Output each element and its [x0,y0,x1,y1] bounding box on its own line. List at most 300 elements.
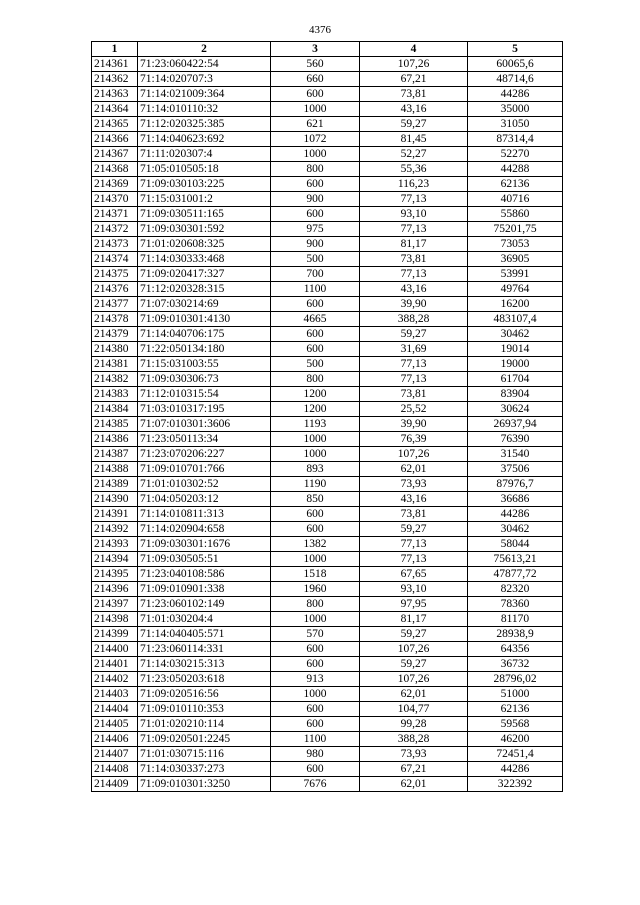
table-cell-col-5: 58044 [468,537,563,552]
table-row [92,777,563,792]
table-cell-col-3: 1000 [271,612,360,627]
table-cell-col-2: 71:14:030337:273 [138,762,271,777]
table-cell-col-5: 87314,4 [468,132,563,147]
table-body [92,57,563,792]
table-row [92,327,563,342]
table-cell-col-2: 71:14:010110:32 [138,102,271,117]
table-cell-col-4: 93,10 [360,582,468,597]
table-cell-col-5: 30462 [468,327,563,342]
table-cell-col-5: 30624 [468,402,563,417]
table-cell-col-3: 850 [271,492,360,507]
table-cell-col-2: 71:07:030214:69 [138,297,271,312]
table-cell-col-1: 214400 [92,642,138,657]
table-row [92,222,563,237]
table-cell-col-2: 71:09:010110:353 [138,702,271,717]
table-cell-col-4: 59,27 [360,117,468,132]
table-cell-col-5: 73053 [468,237,563,252]
table-cell-col-1: 214375 [92,267,138,282]
table-cell-col-3: 1000 [271,147,360,162]
column-header-3: 3 [271,42,360,57]
column-header-4: 4 [360,42,468,57]
table-cell-col-5: 64356 [468,642,563,657]
table-cell-col-2: 71:15:031003:55 [138,357,271,372]
table-cell-col-3: 980 [271,747,360,762]
table-cell-col-5: 76390 [468,432,563,447]
table-cell-col-1: 214391 [92,507,138,522]
table-cell-col-4: 77,13 [360,267,468,282]
table-cell-col-3: 621 [271,117,360,132]
table-cell-col-3: 1200 [271,387,360,402]
table-cell-col-2: 71:07:010301:3606 [138,417,271,432]
table-cell-col-5: 61704 [468,372,563,387]
table-cell-col-1: 214404 [92,702,138,717]
table-cell-col-4: 116,23 [360,177,468,192]
table-cell-col-2: 71:14:010811:313 [138,507,271,522]
table-cell-col-4: 77,13 [360,537,468,552]
table-cell-col-3: 800 [271,372,360,387]
table-cell-col-5: 19000 [468,357,563,372]
table-cell-col-4: 93,10 [360,207,468,222]
table-cell-col-1: 214390 [92,492,138,507]
table-cell-col-1: 214365 [92,117,138,132]
table-cell-col-5: 36732 [468,657,563,672]
table-cell-col-1: 214406 [92,732,138,747]
table-cell-col-2: 71:09:030511:165 [138,207,271,222]
table-cell-col-2: 71:09:030301:592 [138,222,271,237]
table-cell-col-1: 214364 [92,102,138,117]
table-cell-col-2: 71:05:010505:18 [138,162,271,177]
table-row [92,762,563,777]
table-cell-col-2: 71:09:020501:2245 [138,732,271,747]
table-row [92,147,563,162]
table-cell-col-5: 483107,4 [468,312,563,327]
table-cell-col-1: 214393 [92,537,138,552]
table-cell-col-4: 81,17 [360,237,468,252]
table-cell-col-1: 214376 [92,282,138,297]
table-cell-col-4: 76,39 [360,432,468,447]
table-cell-col-3: 1000 [271,447,360,462]
table-cell-col-4: 59,27 [360,657,468,672]
table-cell-col-1: 214363 [92,87,138,102]
table-cell-col-5: 44286 [468,87,563,102]
table-cell-col-4: 388,28 [360,312,468,327]
table-cell-col-3: 975 [271,222,360,237]
table-cell-col-1: 214394 [92,552,138,567]
table-row [92,252,563,267]
table-cell-col-2: 71:09:030505:51 [138,552,271,567]
table-cell-col-2: 71:09:030103:225 [138,177,271,192]
table-cell-col-5: 78360 [468,597,563,612]
table-cell-col-4: 77,13 [360,372,468,387]
table-cell-col-1: 214361 [92,57,138,72]
table-cell-col-1: 214362 [92,72,138,87]
table-cell-col-5: 26937,94 [468,417,563,432]
table-cell-col-5: 49764 [468,282,563,297]
table-cell-col-4: 59,27 [360,627,468,642]
table-cell-col-4: 62,01 [360,462,468,477]
table-cell-col-4: 97,95 [360,597,468,612]
table-row [92,342,563,357]
table-cell-col-4: 73,93 [360,747,468,762]
table-cell-col-2: 71:09:010301:4130 [138,312,271,327]
table-cell-col-2: 71:09:020516:56 [138,687,271,702]
table-cell-col-3: 1000 [271,432,360,447]
table-cell-col-5: 87976,7 [468,477,563,492]
table-cell-col-3: 600 [271,87,360,102]
table-cell-col-4: 77,13 [360,357,468,372]
table-cell-col-2: 71:12:020328:315 [138,282,271,297]
page-number: 4376 [309,24,331,36]
table-cell-col-5: 62136 [468,702,563,717]
table-cell-col-5: 19014 [468,342,563,357]
table-cell-col-1: 214401 [92,657,138,672]
table-cell-col-1: 214369 [92,177,138,192]
table-cell-col-3: 800 [271,162,360,177]
table-cell-col-2: 71:09:020417:327 [138,267,271,282]
table-row [92,462,563,477]
table-cell-col-5: 30462 [468,522,563,537]
table-cell-col-5: 62136 [468,177,563,192]
table-row [92,432,563,447]
table-row [92,537,563,552]
table-cell-col-4: 73,93 [360,477,468,492]
table-cell-col-1: 214372 [92,222,138,237]
table-cell-col-2: 71:12:020325:385 [138,117,271,132]
table-cell-col-1: 214388 [92,462,138,477]
table-cell-col-3: 700 [271,267,360,282]
table-cell-col-4: 73,81 [360,252,468,267]
table-cell-col-4: 107,26 [360,447,468,462]
table-cell-col-5: 28796,02 [468,672,563,687]
table-cell-col-3: 1000 [271,102,360,117]
table-row [92,162,563,177]
table-cell-col-3: 500 [271,252,360,267]
table-cell-col-2: 71:09:030306:73 [138,372,271,387]
table-cell-col-5: 322392 [468,777,563,792]
table-cell-col-2: 71:23:050203:618 [138,672,271,687]
table-cell-col-4: 107,26 [360,57,468,72]
table-cell-col-3: 600 [271,522,360,537]
table-cell-col-4: 52,27 [360,147,468,162]
table-row [92,207,563,222]
table-cell-col-3: 1100 [271,732,360,747]
table-cell-col-2: 71:23:070206:227 [138,447,271,462]
table-cell-col-2: 71:22:050134:180 [138,342,271,357]
table-cell-col-4: 55,36 [360,162,468,177]
table-cell-col-3: 500 [271,357,360,372]
table-row [92,447,563,462]
table-cell-col-3: 1072 [271,132,360,147]
table-cell-col-3: 600 [271,762,360,777]
table-row [92,117,563,132]
column-header-1: 1 [92,42,138,57]
table-cell-col-4: 43,16 [360,102,468,117]
table-cell-col-1: 214408 [92,762,138,777]
table-cell-col-4: 59,27 [360,522,468,537]
table-cell-col-5: 53991 [468,267,563,282]
table-cell-col-4: 107,26 [360,642,468,657]
table-cell-col-1: 214366 [92,132,138,147]
table-cell-col-4: 77,13 [360,552,468,567]
table-cell-col-4: 73,81 [360,387,468,402]
table-cell-col-5: 44286 [468,762,563,777]
table-cell-col-1: 214370 [92,192,138,207]
table-cell-col-5: 82320 [468,582,563,597]
table-cell-col-2: 71:09:010701:766 [138,462,271,477]
table-cell-col-3: 1960 [271,582,360,597]
table-cell-col-3: 660 [271,72,360,87]
table-cell-col-2: 71:14:020904:658 [138,522,271,537]
table-row [92,237,563,252]
table-header [92,42,563,57]
table-row [92,657,563,672]
table-cell-col-1: 214399 [92,627,138,642]
table-row [92,357,563,372]
table-cell-col-2: 71:11:020307:4 [138,147,271,162]
table-cell-col-5: 37506 [468,462,563,477]
table-cell-col-4: 39,90 [360,417,468,432]
table-row [92,267,563,282]
table-cell-col-5: 35000 [468,102,563,117]
table-cell-col-2: 71:14:040405:571 [138,627,271,642]
table-row [92,567,563,582]
table-cell-col-3: 1193 [271,417,360,432]
table-row [92,87,563,102]
table-cell-col-5: 28938,9 [468,627,563,642]
table-cell-col-5: 75201,75 [468,222,563,237]
table-cell-col-1: 214387 [92,447,138,462]
table-cell-col-5: 59568 [468,717,563,732]
table-cell-col-2: 71:01:030204:4 [138,612,271,627]
table-cell-col-4: 67,21 [360,762,468,777]
table-cell-col-4: 59,27 [360,327,468,342]
table-cell-col-5: 55860 [468,207,563,222]
table-cell-col-5: 40716 [468,192,563,207]
table-cell-col-1: 214409 [92,777,138,792]
table-cell-col-4: 73,81 [360,87,468,102]
table-cell-col-3: 893 [271,462,360,477]
table-cell-col-3: 600 [271,177,360,192]
table-row [92,672,563,687]
table-cell-col-1: 214405 [92,717,138,732]
table-cell-col-3: 560 [271,57,360,72]
table-cell-col-4: 107,26 [360,672,468,687]
table-row [92,642,563,657]
table-cell-col-5: 72451,4 [468,747,563,762]
table-cell-col-2: 71:23:060114:331 [138,642,271,657]
table-cell-col-2: 71:04:050203:12 [138,492,271,507]
table-cell-col-3: 1190 [271,477,360,492]
table-cell-col-2: 71:23:050113:34 [138,432,271,447]
table-cell-col-3: 600 [271,327,360,342]
table-cell-col-4: 67,21 [360,72,468,87]
table-cell-col-3: 1200 [271,402,360,417]
table-cell-col-2: 71:14:030215:313 [138,657,271,672]
table-cell-col-1: 214407 [92,747,138,762]
table-cell-col-2: 71:09:030301:1676 [138,537,271,552]
column-header-2: 2 [138,42,271,57]
table-row [92,522,563,537]
table-cell-col-1: 214385 [92,417,138,432]
table-cell-col-1: 214379 [92,327,138,342]
table-cell-col-5: 48714,6 [468,72,563,87]
table-cell-col-3: 900 [271,237,360,252]
table-cell-col-2: 71:09:010901:338 [138,582,271,597]
table-cell-col-4: 31,69 [360,342,468,357]
table-cell-col-4: 67,65 [360,567,468,582]
table-cell-col-4: 62,01 [360,777,468,792]
table-cell-col-4: 77,13 [360,192,468,207]
table-cell-col-4: 81,17 [360,612,468,627]
table-cell-col-3: 600 [271,207,360,222]
table-row [92,402,563,417]
table-cell-col-2: 71:23:040108:586 [138,567,271,582]
table-cell-col-5: 47877,72 [468,567,563,582]
table-cell-col-4: 77,13 [360,222,468,237]
table-cell-col-1: 214371 [92,207,138,222]
table-cell-col-5: 81170 [468,612,563,627]
table-cell-col-1: 214386 [92,432,138,447]
table-cell-col-3: 600 [271,342,360,357]
table-cell-col-2: 71:14:020707:3 [138,72,271,87]
table-cell-col-3: 600 [271,642,360,657]
table-cell-col-3: 600 [271,717,360,732]
table-cell-col-5: 31540 [468,447,563,462]
table-row [92,717,563,732]
table-cell-col-1: 214380 [92,342,138,357]
table-row [92,687,563,702]
table-cell-col-3: 600 [271,657,360,672]
table-cell-col-5: 83904 [468,387,563,402]
table-cell-col-3: 1382 [271,537,360,552]
table-cell-col-5: 60065,6 [468,57,563,72]
table-cell-col-1: 214382 [92,372,138,387]
table-row [92,297,563,312]
table-row [92,507,563,522]
table-cell-col-3: 1000 [271,687,360,702]
table-cell-col-4: 104,77 [360,702,468,717]
table-cell-col-1: 214396 [92,582,138,597]
table-cell-col-5: 46200 [468,732,563,747]
table-cell-col-3: 1100 [271,282,360,297]
table-cell-col-2: 71:15:031001:2 [138,192,271,207]
table-cell-col-4: 43,16 [360,492,468,507]
table-cell-col-1: 214384 [92,402,138,417]
table-cell-col-1: 214398 [92,612,138,627]
table-cell-col-3: 1518 [271,567,360,582]
table-row [92,552,563,567]
table-row [92,57,563,72]
table-cell-col-4: 388,28 [360,732,468,747]
table-cell-col-3: 900 [271,192,360,207]
table-cell-col-5: 75613,21 [468,552,563,567]
table-row [92,492,563,507]
table-cell-col-4: 62,01 [360,687,468,702]
table-cell-col-1: 214381 [92,357,138,372]
table-cell-col-5: 36686 [468,492,563,507]
table-row [92,582,563,597]
table-cell-col-2: 71:01:020210:114 [138,717,271,732]
table-cell-col-5: 31050 [468,117,563,132]
table-cell-col-3: 600 [271,297,360,312]
table-cell-col-2: 71:23:060422:54 [138,57,271,72]
table-cell-col-5: 52270 [468,147,563,162]
table-cell-col-2: 71:14:021009:364 [138,87,271,102]
table-row [92,417,563,432]
table-cell-col-1: 214377 [92,297,138,312]
table-cell-col-1: 214368 [92,162,138,177]
table-cell-col-1: 214392 [92,522,138,537]
table-cell-col-1: 214378 [92,312,138,327]
table-row [92,132,563,147]
table-cell-col-2: 71:14:030333:468 [138,252,271,267]
table-row [92,282,563,297]
column-header-5: 5 [468,42,563,57]
table-row [92,477,563,492]
table-cell-col-4: 43,16 [360,282,468,297]
table-row [92,612,563,627]
table-cell-col-1: 214402 [92,672,138,687]
table-cell-col-5: 44286 [468,507,563,522]
table-cell-col-1: 214367 [92,147,138,162]
table-row [92,72,563,87]
table-cell-col-1: 214373 [92,237,138,252]
table-cell-col-1: 214383 [92,387,138,402]
table-cell-col-5: 16200 [468,297,563,312]
table-cell-col-2: 71:14:040623:692 [138,132,271,147]
table-cell-col-2: 71:01:010302:52 [138,477,271,492]
table-row [92,177,563,192]
table-row [92,102,563,117]
table-cell-col-3: 800 [271,597,360,612]
table-cell-col-2: 71:12:010315:54 [138,387,271,402]
table-cell-col-3: 600 [271,507,360,522]
table-cell-col-3: 913 [271,672,360,687]
table-cell-col-2: 71:03:010317:195 [138,402,271,417]
data-table [91,41,563,792]
table-cell-col-3: 570 [271,627,360,642]
table-cell-col-1: 214395 [92,567,138,582]
table-cell-col-3: 1000 [271,552,360,567]
table-cell-col-4: 81,45 [360,132,468,147]
table-cell-col-4: 39,90 [360,297,468,312]
table-row [92,627,563,642]
table-cell-col-3: 4665 [271,312,360,327]
table-row [92,387,563,402]
table-cell-col-2: 71:09:010301:3250 [138,777,271,792]
table-cell-col-4: 73,81 [360,507,468,522]
table-cell-col-1: 214389 [92,477,138,492]
table-cell-col-3: 600 [271,702,360,717]
table-cell-col-4: 99,28 [360,717,468,732]
table-cell-col-5: 36905 [468,252,563,267]
table-row [92,192,563,207]
table-row [92,747,563,762]
header-row [92,42,563,57]
table-cell-col-2: 71:01:020608:325 [138,237,271,252]
table-cell-col-4: 25,52 [360,402,468,417]
table-row [92,597,563,612]
table-cell-col-2: 71:01:030715:116 [138,747,271,762]
table-cell-col-2: 71:23:060102:149 [138,597,271,612]
table-cell-col-5: 44288 [468,162,563,177]
table-cell-col-1: 214374 [92,252,138,267]
table-row [92,372,563,387]
table-cell-col-2: 71:14:040706:175 [138,327,271,342]
table-cell-col-3: 7676 [271,777,360,792]
table-cell-col-5: 51000 [468,687,563,702]
table-row [92,732,563,747]
